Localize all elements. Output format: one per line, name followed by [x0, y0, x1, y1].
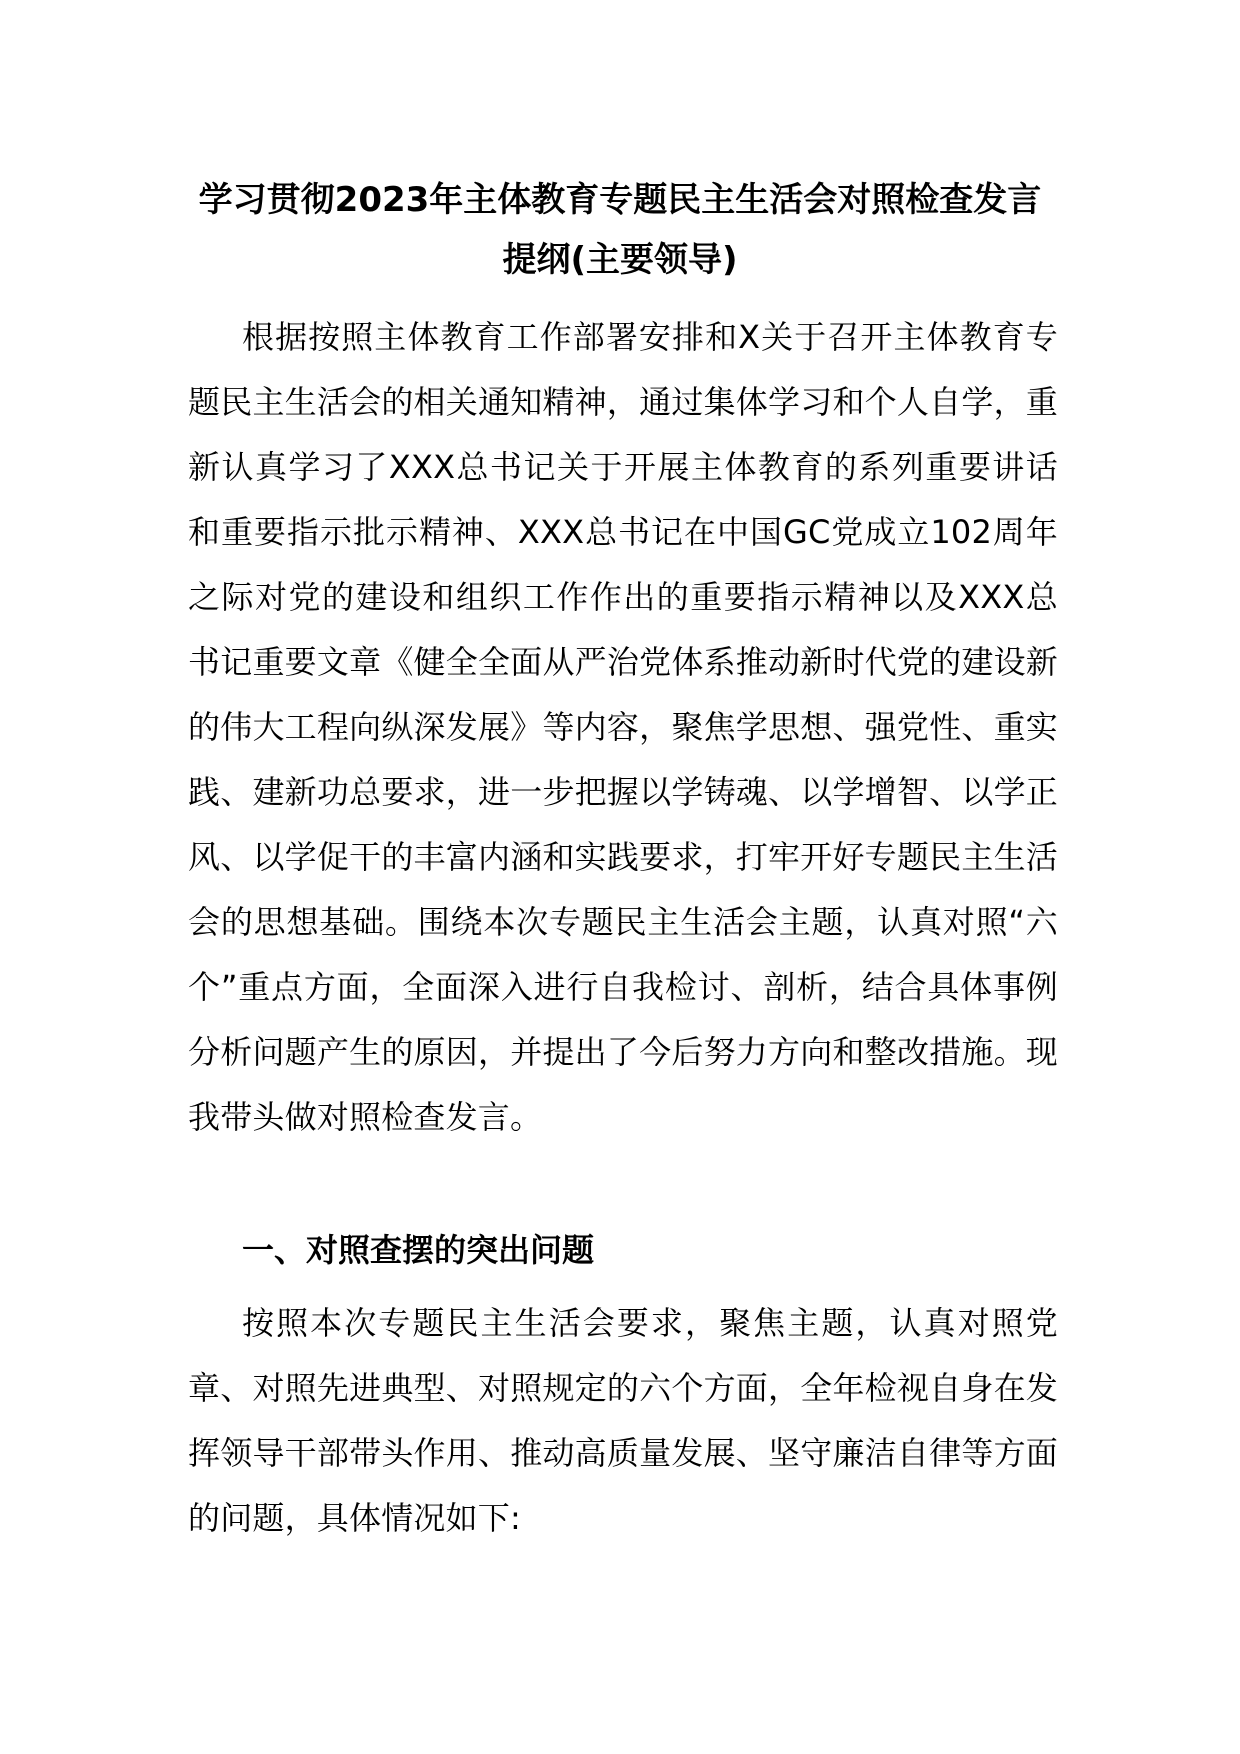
paragraph-section-1: 按照本次专题民主生活会要求，聚焦主题，认真对照党章、对照先进典型、对照规定的六个方面，全年检视自身在发挥领导干部带头作用、推动高质量发展、坚守廉洁自律等方面的问题，具体情况如下:	[188, 1304, 1058, 1537]
paragraph-intro: 根据按照主体教育工作部署安排和X关于召开主体教育专题民主生活会的相关通知精神，通过集体学习和个人自学，重新认真学习了XXX总书记关于开展主体教育的系列重要讲话和重要指示批示精神、XXX总书记在中国GC党成立102周年之际对党的建设和组织工作作出的重要指示精神以及XXX总书记重要文章《健全全面从严治党体系推动新时代党的建设新的伟大工程向纵深发展》等内容，聚焦学思想、强党性、重实践、建新功总要求，进一步把握以学铸魂、以学增智、以学正风、以学促干的丰富内涵和实践要求，打牢开好专题民主生活会的思想基础。围绕本次专题民主生活会主题，认真对照“六个”重点方面，全面深入进行自我检讨、剖析，结合具体事例分析问题产生的原因，并提出了今后努力方向和整改措施。现我带头做对照检查发言。	[188, 318, 1058, 1136]
document-title-line1: 学习贯彻2023年主体教育专题民主生活会对照检查发言	[198, 180, 1042, 220]
section-heading-1: 一、对照查摆的突出问题	[242, 1231, 595, 1269]
document-title-line2: 提纲(主要领导)	[502, 240, 738, 280]
